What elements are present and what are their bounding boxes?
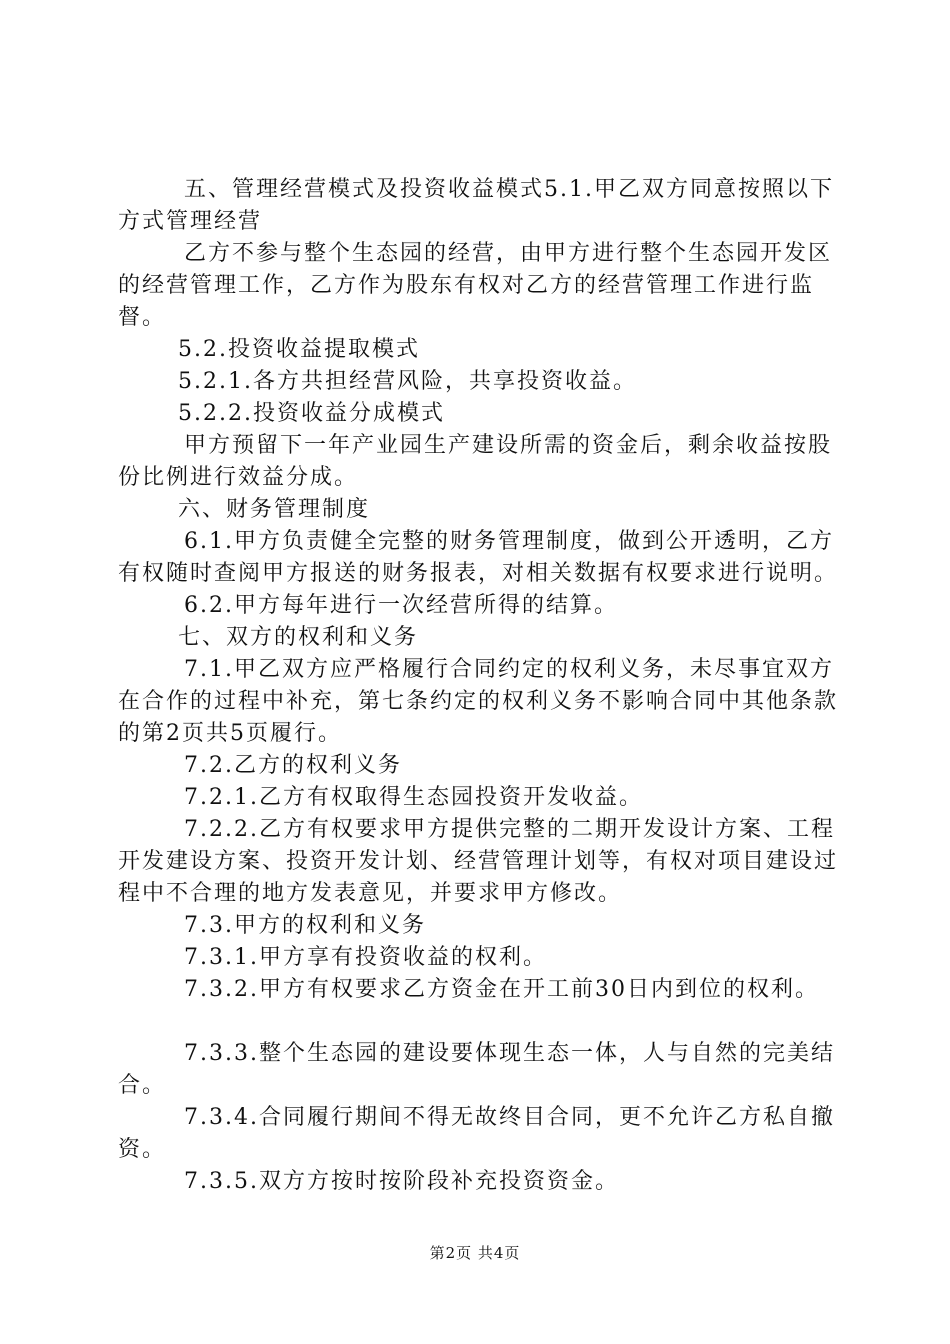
- blank-line: [118, 1006, 838, 1038]
- clause-7-3-2: 7.3.2.甲方有权要求乙方资金在开工前30日内到位的权利。: [184, 977, 819, 1002]
- clause-5-2-1: 5.2.1.各方共担经营风险，共享投资收益。: [178, 369, 637, 394]
- clause-7-3: 7.3.甲方的权利和义务: [184, 913, 426, 938]
- section-6-heading: 六、财务管理制度: [178, 497, 371, 522]
- document-body: [118, 174, 838, 1198]
- page-footer: 第2页 共4页: [429, 1244, 521, 1262]
- section-5-heading: 五、管理经营模式及投资收益模式5.1.甲乙双方同意按照以下方式管理经营: [118, 177, 834, 234]
- paragraph-5-2-2-body: 甲方预留下一年产业园生产建设所需的资金后，剩余收益按股份比例进行效益分成。: [118, 433, 833, 490]
- clause-7-2-1: 7.2.1.乙方有权取得生态园投资开发收益。: [184, 785, 643, 810]
- clause-5-2-2: 5.2.2.投资收益分成模式: [178, 401, 445, 426]
- section-7-heading: 七、双方的权利和义务: [178, 625, 419, 650]
- clause-7-2: 7.2.乙方的权利义务: [184, 753, 402, 778]
- clause-7-1: 7.1.甲乙双方应严格履行合同约定的权利义务，未尽事宜双方在合作的过程中补充，第七条约定的权利义务不影响合同中其他条款的第2页共5页履行。: [118, 657, 839, 746]
- clause-7-3-1: 7.3.1.甲方享有投资收益的权利。: [184, 945, 547, 970]
- clause-5-2: 5.2.投资收益提取模式: [178, 337, 420, 362]
- clause-7-3-4: 7.3.4.合同履行期间不得无故终目合同，更不允许乙方私自撤资。: [118, 1105, 835, 1162]
- paragraph-5-1-body: 乙方不参与整个生态园的经营，由甲方进行整个生态园开发区的经营管理工作，乙方作为股东有权对乙方的经营管理工作进行监督。: [118, 241, 833, 330]
- clause-6-2: 6.2.甲方每年进行一次经营所得的结算。: [184, 593, 618, 618]
- clause-7-3-5: 7.3.5.双方方按时按阶段补充投资资金。: [184, 1169, 619, 1194]
- clause-7-3-3: 7.3.3.整个生态园的建设要体现生态一体，人与自然的完美结合。: [118, 1041, 835, 1098]
- clause-7-2-2: 7.2.2.乙方有权要求甲方提供完整的二期开发设计方案、工程开发建设方案、投资开发计划、经营管理计划等，有权对项目建设过程中不合理的地方发表意见，并要求甲方修改。: [118, 817, 839, 906]
- clause-6-1: 6.1.甲方负责健全完整的财务管理制度，做到公开透明，乙方有权随时查阅甲方报送的财务报表，对相关数据有权要求进行说明。: [118, 529, 839, 586]
